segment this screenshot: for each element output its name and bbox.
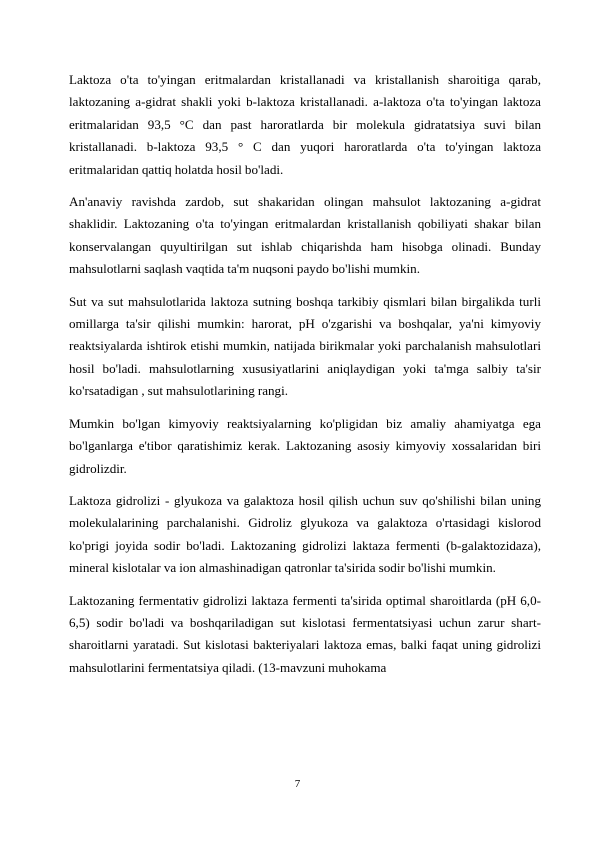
paragraph-chemical-reactions: Sut va sut mahsulotlarida laktoza sutning boshqa tarkibiy qismlari bilan birgalikda turli omillarga ta'sir qilishi mumkin: harorat, pH o'zgarishi va boshqalar, ya'ni kimyoviy reaktsiyalarda ishtirok etishi mumkin, natijada birikmalar yoki parchalanish mahsulotlari hosil bo'ladi. mahsulotlarning xususiyatlarini aniqlaydigan yoki ta'mga salbiy ta'sir ko'rsatadigan , sut mahsulotlarining rangi. (69, 293, 541, 399)
paragraph-lactose-a-hydrate: An'anaviy ravishda zardob, sut shakaridan olingan mahsulot laktozaning a-gidrat shaklidir. Laktozaning o'ta to'yingan eritmalardan kristallanish qobiliyati shakar bilan konservalangan quyultirilgan sut ishlab chiqarishda ham hisobga olinadi. Bunday mahsulotlarni saqlash vaqtida ta'm nuqsoni paydo bo'lishi mumkin. (69, 194, 541, 277)
page-number: 7 (294, 778, 301, 790)
paragraph-lactose-crystallization: Laktoza o'ta to'yingan eritmalardan kristallanadi va kristallanish sharoitiga qarab, laktozaning a-gidrat shakli yoki b-laktoza kristallanadi. a-laktoza o'ta to'yingan laktoza eritmalaridan 93,5 °C dan past haroratlarda bir molekula gidratatsiya suvi bilan kristallanadi. b-laktoza 93,5 ° C dan yuqori haroratlarda o'ta to'yingan laktoza eritmalaridan qattiq holatda hosil bo'ladi. (69, 72, 541, 177)
paragraph-lactose-hydrolysis: Laktoza gidrolizi - glyukoza va galaktoza hosil qilish uchun suv qo'shilishi bilan uning molekulalarining parchalanishi. Gidroliz glyukoza va galaktoza o'rtasidagi kislorod ko'prigi joyida sodir bo'ladi. Laktozaning gidrolizi laktaza fermenti (b-galaktozidaza), mineral kislotalar va ion almashinadigan qatronlar ta'sirida sodir bo'lishi mumkin. (69, 492, 541, 576)
document-body (69, 69, 541, 689)
paragraph-enzymatic-hydrolysis: Laktozaning fermentativ gidrolizi laktaza fermenti ta'sirida optimal sharoitlarda (pH 6,0-6,5) sodir bo'ladi va boshqariladigan sut kislotasi fermentatsiyasi uchun zarur shart-sharoitlarni yaratadi. Sut kislotasi bakteriyalari laktoza emas, balki faqat uning gidrolizi mahsulotlarini fermentatsiya qiladi. (13-mavzuni muhokama (69, 592, 541, 675)
paragraph-hydrolysis-intro: Mumkin bo'lgan kimyoviy reaktsiyalarning ko'pligidan biz amaliy ahamiyatga ega bo'lganlarga e'tibor qaratishimiz kerak. Laktozaning asosiy kimyoviy xossalaridan biri gidrolizdir. (69, 415, 541, 476)
